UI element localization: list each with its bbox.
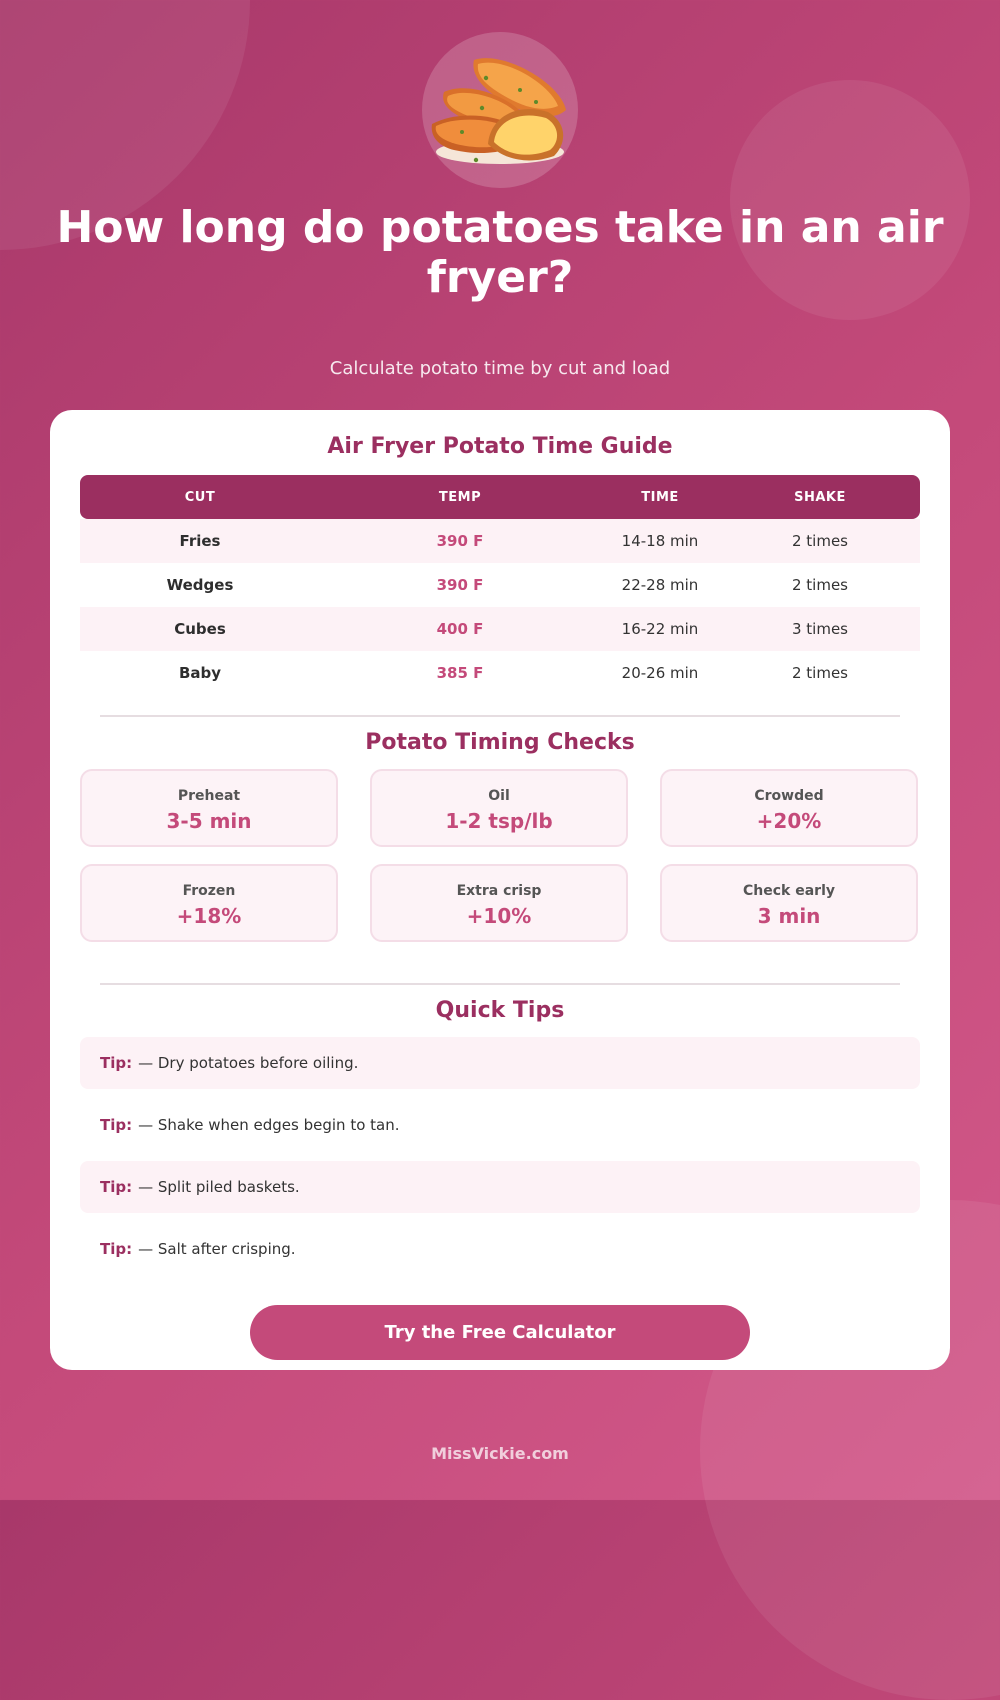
cell-cut: Fries [179,532,221,550]
cell-temp: 385 F [436,664,484,682]
timing-checks-title: Potato Timing Checks [365,730,635,755]
tip-prefix: Tip: [100,1054,133,1072]
time-guide-title: Air Fryer Potato Time Guide [327,434,673,459]
cell-time: 22-28 min [621,576,699,594]
check-label: Crowded [754,788,824,804]
cell-time: 16-22 min [621,620,699,638]
cell-shake: 3 times [791,620,848,638]
check-label: Preheat [177,788,241,804]
check-card-oil [370,769,628,847]
table-row [80,563,920,607]
cell-shake: 2 times [791,532,848,550]
check-value: 1-2 tsp/lb [445,809,553,833]
check-card-crowded [660,769,918,847]
tip-prefix: Tip: [100,1178,133,1196]
check-value: 3-5 min [166,809,252,833]
tip-text: — Shake when edges begin to tan. [138,1116,400,1134]
list-item [80,1223,920,1275]
tip-text: — Salt after crisping. [138,1240,296,1258]
cell-shake: 2 times [791,664,848,682]
check-card-preheat [80,769,338,847]
check-label: Check early [743,883,835,899]
list-item [80,1037,920,1089]
column-header-shake: SHAKE [794,489,846,505]
cell-temp: 390 F [436,532,484,550]
column-header-temp: TEMP [438,489,482,505]
page-title: How long do potatoes take in an air fryer? [56,202,944,303]
try-calculator-button[interactable]: Try the Free Calculator [250,1305,750,1360]
content-card [50,410,950,1370]
check-card-frozen [80,864,338,942]
hero-icon-badge [422,32,578,188]
tip-prefix: Tip: [100,1116,133,1134]
quick-tips-list [80,1037,920,1285]
cell-temp: 400 F [436,620,484,638]
table-row [80,651,920,695]
check-value: +10% [466,904,532,928]
check-label: Frozen [182,883,236,899]
cell-shake: 2 times [791,576,848,594]
table-row [80,607,920,651]
check-value: +18% [176,904,242,928]
cell-temp: 390 F [436,576,484,594]
table-row [80,519,920,563]
cell-cut: Cubes [174,620,226,638]
tip-text: — Split piled baskets. [138,1178,300,1196]
check-card-check-early [660,864,918,942]
tip-prefix: Tip: [100,1240,133,1258]
cell-time: 20-26 min [621,664,699,682]
list-item [80,1099,920,1151]
section-divider [100,983,900,985]
column-header-time: TIME [641,489,679,505]
column-header-cut: CUT [184,489,216,505]
cell-cut: Baby [178,664,222,682]
table-header [80,475,920,519]
quick-tips-title: Quick Tips [435,998,565,1023]
check-label: Oil [488,788,510,804]
cell-time: 14-18 min [621,532,699,550]
page-subtitle: Calculate potato time by cut and load [329,358,671,379]
tip-text: — Dry potatoes before oiling. [138,1054,359,1072]
time-guide-table [80,475,920,695]
footer-site-link[interactable]: MissVickie.com [431,1444,569,1463]
list-item [80,1161,920,1213]
check-card-extra-crisp [370,864,628,942]
check-label: Extra crisp [456,883,542,899]
potato-wedges-icon [422,32,578,188]
cell-cut: Wedges [166,576,234,594]
check-value: +20% [756,809,822,833]
section-divider [100,715,900,717]
timing-checks-grid [80,769,920,944]
check-value: 3 min [757,904,821,928]
